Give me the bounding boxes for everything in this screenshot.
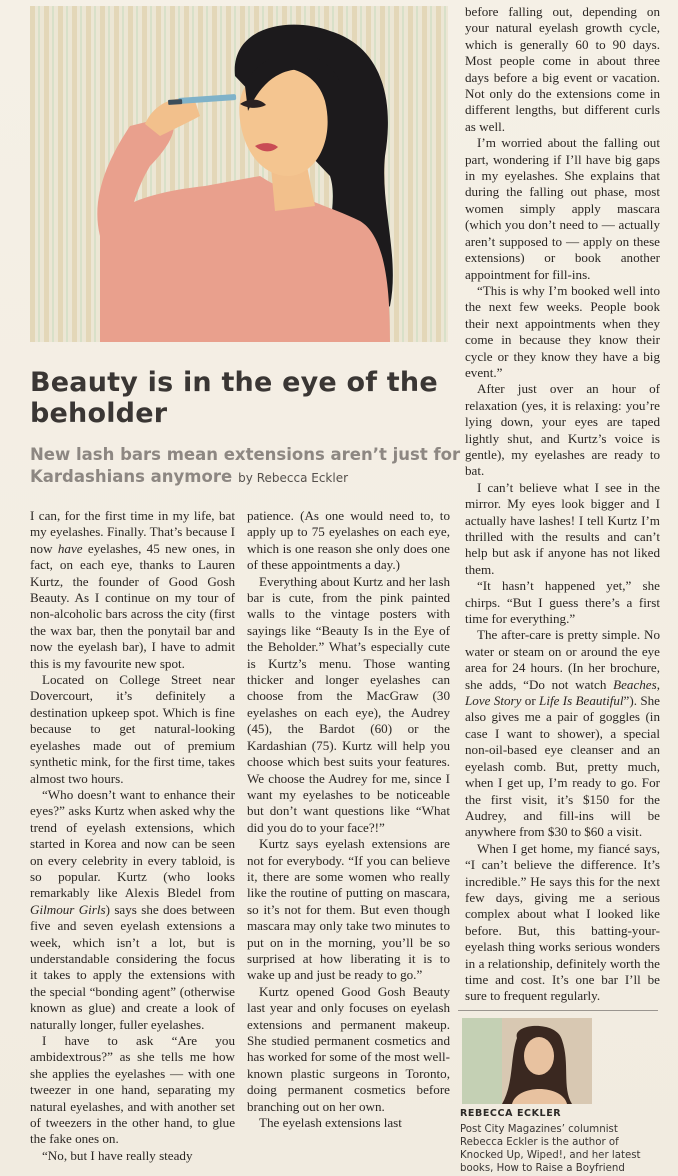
paragraph: “No, but I have really steady [42,1147,193,1163]
paragraph: I have to ask “Are you ambidextrous?” as she tells me how she applies the eyelashes — with one tweezer in one hand, separating my natural eyelashes, and with another set of tweezers in the other hand, to glue the fake ones on. [30,1033,235,1147]
paragraph: The after-care is pretty simple. No water or steam on or around the eye area for 24 hours. (In her brochure, she adds, “Do not watch Beaches, Love Story or Life Is Beautiful”). She also gives me a pair of goggles (in case I want to shower), a special non-oil-based eye cleanser and an eyelash comb. But, pretty much, when I get up, I’m ready to go. For the first visit, it’s $150 for the Audrey, and fill-ins will be anywhere from $30 to $60 a visit. [465,627,660,840]
paragraph: After just over an hour of relaxation (yes, it is relaxing: you’re lying down, your eyes are taped lightly shut, and Kurtz’s voice is gentle), my eyelashes are ready to bat. [465,381,660,479]
paragraph: I’m worried about the falling out part, wondering if I’ll have big gaps in my eyelashes. She explains that during the falling out phase, most women simply apply mascara (which you don’t need to — actually aren’t supposed to — apply on these extensions) or book another appointment for fill-ins. [465,135,660,282]
author-bio: Post City Magazines’ columnist Rebecca Eckler is the author of Knocked Up, Wiped!, and her latest books, How to Raise a Boyfriend [460,1124,641,1174]
column-3 [465,4,660,1005]
paragraph: “This is why I’m booked well into the next few weeks. People book their next appointments when they come in because they know their cycle or they know they have a big event.” [465,282,660,380]
author-divider [458,1010,658,1011]
paragraph: Located on College Street near Dovercourt, it’s definitely a destination upkeep spot. Which is fine because to get natural-looking eyelashes made out of premium synthetic mink, for the first time, takes almost two hours. [30,672,235,786]
deck-text: New lash bars mean extensions aren’t just for Kardashians anymore [30,445,461,486]
paragraph: “It hasn’t happened yet,” she chirps. “But I guess there’s a first time for everything.” [465,578,660,627]
paragraph: before falling out, depending on your natural eyelash growth cycle, which is generally 60 to 90 days. Most people come in about three days before a big event or vacation. Not only do the extensions come in different lengths, but different curls as well. [465,4,660,134]
paragraph: I can, for the first time in my life, bat my eyelashes. Finally. That’s because I now have eyelashes, 45 new ones, in fact, on each eye, thanks to Lauren Kurtz, the founder of Good Gosh Beauty. As I continue on my tour of non-alcoholic bars across the city (first the wax bar, then the ponytail bar and now the eyelash bar), I have to admit this is my favourite new spot. [30,508,235,671]
paragraph: Everything about Kurtz and her lash bar is cute, from the pink painted walls to the vintage posters with sayings like “Beauty Is in the Eye of the Beholder.” What’s especially cute is Kurtz’s menu. Those wanting thicker and longer eyelashes can choose from the MacGraw (30 eyelashes on each eye), the Audrey (45), the Bardot (60) or the Kardashian (75). Kurtz will help you choose which best suits your features. We choose the Audrey for me, since I want my eyelashes to be noticeable but don’t want questions like “What did you do to your face?!” [247,573,450,835]
paragraph: “Who doesn’t want to enhance their eyes?” asks Kurtz when asked why the trend of eyelash extensions, which started in Korea and now can be seen on every celebrity in every tabloid, is so popular. Kurtz (who looks remarkably like Alexis Bledel from Gilmour Girls) says she does between five and seven eyelash extensions a week, which isn’t a lot, but is understandable considering the focus it takes to apply the extensions with the special “bonding agent” (otherwise known as glue) and create a look of naturally longer, fuller eyelashes. [30,786,235,1032]
author-photo [462,1018,592,1104]
column-1 [30,508,235,1164]
paragraph: Kurtz says eyelash extensions are not for everybody. “If you can believe it, there are some women who really like the routine of putting on mascara, so it’s not for them. But even though mascara may only take two minutes to put on in the morning, you’ll be so surprised at how liberating it is to wake up and just be ready to go.” [247,836,450,983]
article-title: Beauty is in the eye of the beholder [30,367,438,429]
paragraph: When I get home, my fiancé says, “I can’t believe the difference. It’s incredible.” He says this for the next few days, giving me a serious complex about what I looked like before. But, this batting-your-eyelash thing works serious wonders in a relationship, definitely worth the time and cost. It’s one bar I’ll be sure to frequent regularly. [465,840,660,1004]
article-deck [30,444,462,489]
paragraph: patience. (As one would need to, to apply up to 75 eyelashes on each eye, which is one reason she only does one of these appointments a day.) [247,508,450,573]
paragraph: The eyelash extensions last [259,1115,402,1131]
author-name: REBECCA ECKLER [460,1108,562,1119]
illustration-woman-applying-mascara [30,6,448,342]
paragraph: Kurtz opened Good Gosh Beauty last year and only focuses on eyelash extensions and permanent makeup. She studied permanent cosmetics and has worked for some of the most well-known plastic surgeons in Toronto, doing permanent cosmetics before branching out on her own. [247,983,450,1114]
column-2 [247,508,450,1131]
paragraph: I can’t believe what I see in the mirror. My eyes look bigger and I actually have lashes! I tell Kurtz I’m thrilled with the results and can’t help but ask if anyone has not liked them. [465,479,660,577]
byline: by Rebecca Eckler [238,471,349,485]
